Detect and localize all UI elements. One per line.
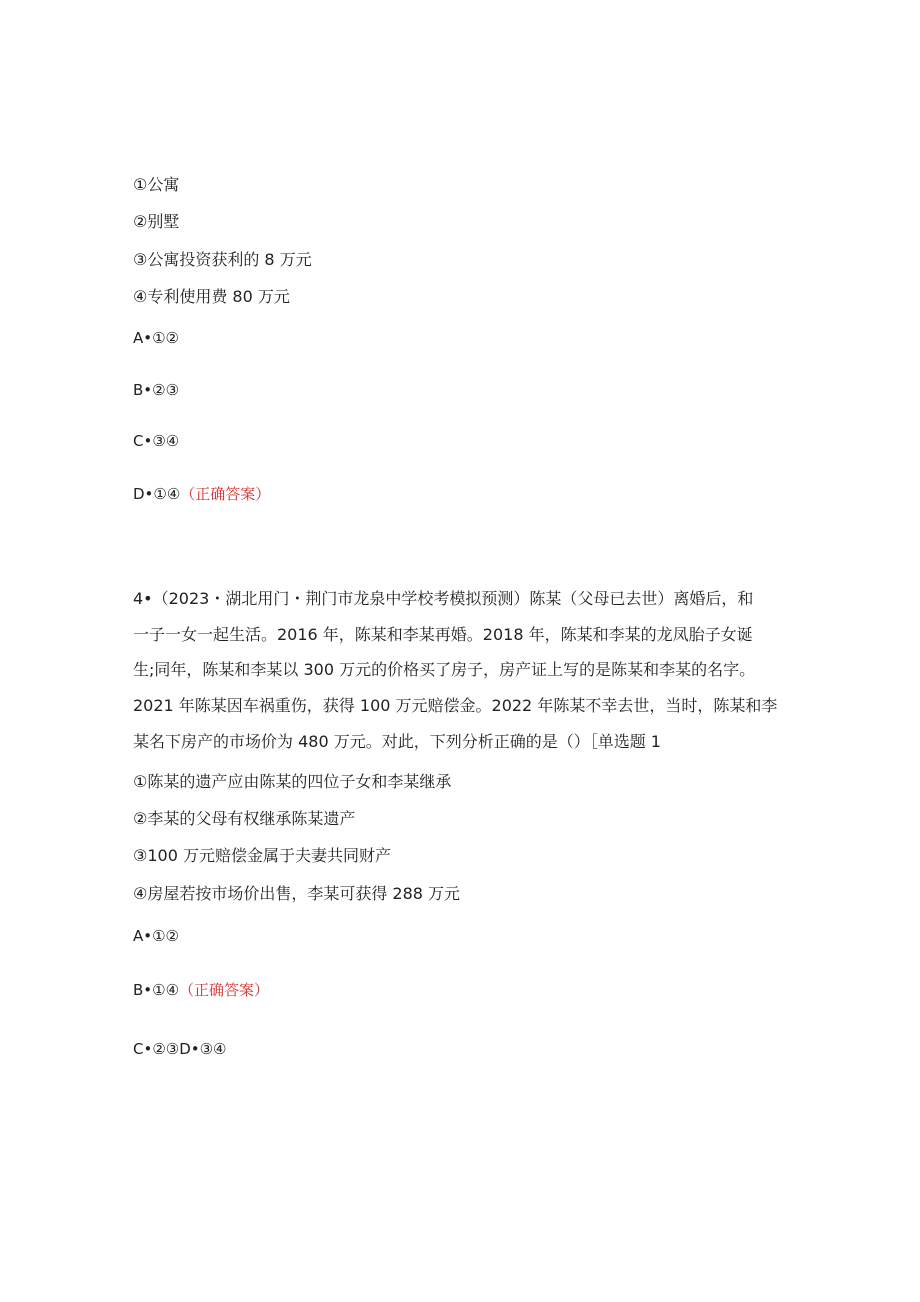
q4-correct-answer-tag: （正确答案） <box>179 981 270 999</box>
q3-option-b: B•②③ <box>133 381 180 399</box>
q3-statement-4: ④专利使用费 80 万元 <box>133 287 290 306</box>
q4-statement-4: ④房屋若按市场价出售，李某可获得 288 万元 <box>133 884 461 903</box>
q3-option-d-label: D•①④ <box>133 485 181 503</box>
q4-stem-line-2: 一子一女一起生活。2016 年，陈某和李某再婚。2018 年，陈某和李某的龙凤胎子女诞 <box>133 625 753 644</box>
q4-statement-3: ③100 万元赔偿金属于夫妻共同财产 <box>133 846 391 865</box>
q4-stem-line-1: 4•（2023・湖北用门・荆门市龙泉中学校考模拟预测）陈某（父母已去世）离婚后，和 <box>133 589 754 608</box>
q3-statement-2: ②别墅 <box>133 212 180 231</box>
q4-stem-line-3: 生;同年，陈某和李某以 300 万元的价格买了房子，房产证上写的是陈某和李某的名字。 <box>133 660 756 679</box>
q4-option-b-label: B•①④ <box>133 981 180 999</box>
q3-statement-3: ③公寓投资获利的 8 万元 <box>133 250 312 269</box>
q4-statement-2: ②李某的父母有权继承陈某遗产 <box>133 809 356 828</box>
q4-stem-line-5: 某名下房产的市场价为 480 万元。对此，下列分析正确的是（）［单选题 1 <box>133 732 661 751</box>
q3-option-a: A•①② <box>133 329 180 347</box>
q4-option-b <box>133 980 269 1000</box>
q3-option-c: C•③④ <box>133 432 180 450</box>
q4-option-cd: C•②③D•③④ <box>133 1040 227 1058</box>
q4-option-a: A•①② <box>133 927 180 945</box>
q4-stem-line-4: 2021 年陈某因车祸重伤，获得 100 万元赔偿金。2022 年陈某不幸去世，当时，陈某和李 <box>133 696 778 715</box>
q3-option-d <box>133 484 270 504</box>
q3-correct-answer-tag: （正确答案） <box>180 485 271 503</box>
q3-statement-1: ①公寓 <box>133 175 180 194</box>
q4-statement-1: ①陈某的遗产应由陈某的四位子女和李某继承 <box>133 772 452 791</box>
